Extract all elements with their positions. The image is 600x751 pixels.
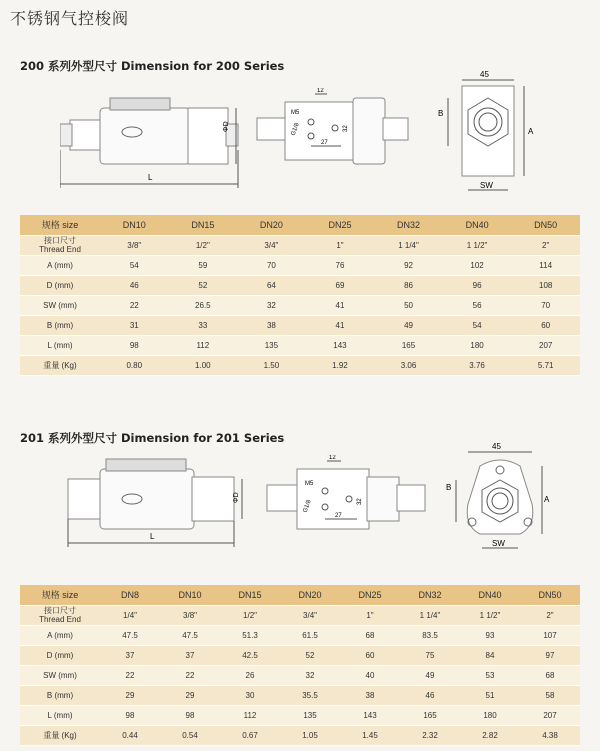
dim-a-label-201: A xyxy=(544,495,550,504)
cell: 38 xyxy=(340,685,400,705)
cell: 5.71 xyxy=(511,355,580,375)
table-header-row xyxy=(20,215,580,235)
cell: 47.5 xyxy=(100,625,160,645)
g18-label-201: G1/8 xyxy=(302,499,313,514)
row-label: D (mm) xyxy=(20,275,100,295)
cell: 60 xyxy=(511,315,580,335)
cell: 41 xyxy=(306,315,375,335)
row-label: 重量 (Kg) xyxy=(20,725,100,745)
cell: 135 xyxy=(280,705,340,725)
table-row xyxy=(20,255,580,275)
header-col: DN50 xyxy=(511,215,580,235)
cell: 98 xyxy=(100,705,160,725)
cell: 0.67 xyxy=(220,725,280,745)
m5-label-201: M5 xyxy=(305,481,314,487)
dim-b-label-201: B xyxy=(446,483,452,492)
cell: 46 xyxy=(400,685,460,705)
cell: 68 xyxy=(520,665,580,685)
cell: 68 xyxy=(340,625,400,645)
cell: 26 xyxy=(220,665,280,685)
cell: 64 xyxy=(237,275,306,295)
cell: 2.32 xyxy=(400,725,460,745)
cell: 51 xyxy=(460,685,520,705)
cell: 83.5 xyxy=(400,625,460,645)
valve-end-view-200 xyxy=(430,68,550,198)
dim-27-label-201: 27 xyxy=(335,513,342,519)
header-col: DN10 xyxy=(160,585,220,605)
cell: 26.5 xyxy=(169,295,238,315)
cell: 70 xyxy=(237,255,306,275)
cell: 52 xyxy=(280,645,340,665)
table-row xyxy=(20,335,580,355)
cell: 108 xyxy=(511,275,580,295)
cell: 49 xyxy=(400,665,460,685)
cell: 54 xyxy=(100,255,169,275)
cell: 38 xyxy=(237,315,306,335)
cell: 102 xyxy=(443,255,512,275)
cell: 40 xyxy=(340,665,400,685)
cell: 0.44 xyxy=(100,725,160,745)
spec-table-200 xyxy=(20,215,580,376)
cell: 60 xyxy=(340,645,400,665)
dim-45-label-200: 45 xyxy=(480,70,489,79)
cell: 112 xyxy=(220,705,280,725)
header-col: DN20 xyxy=(280,585,340,605)
cell: 32 xyxy=(280,665,340,685)
row-label: 接口尺寸 Thread End xyxy=(20,235,100,255)
cell: 92 xyxy=(374,255,443,275)
cell: 165 xyxy=(374,335,443,355)
cell: 75 xyxy=(400,645,460,665)
table-row xyxy=(20,665,580,685)
dim-l-label-200: L xyxy=(148,173,153,182)
header-col: DN40 xyxy=(460,585,520,605)
header-col: DN8 xyxy=(100,585,160,605)
header-col: DN50 xyxy=(520,585,580,605)
cell: 53 xyxy=(460,665,520,685)
header-col: DN32 xyxy=(400,585,460,605)
row-label: D (mm) xyxy=(20,645,100,665)
header-col: DN20 xyxy=(237,215,306,235)
cell: 96 xyxy=(443,275,512,295)
header-col: DN15 xyxy=(220,585,280,605)
cell: 51.3 xyxy=(220,625,280,645)
cell: 86 xyxy=(374,275,443,295)
cell: 1.45 xyxy=(340,725,400,745)
cell: 1 1/4" xyxy=(400,605,460,625)
cell: 1/2" xyxy=(220,605,280,625)
header-col: DN32 xyxy=(374,215,443,235)
cell: 3/8" xyxy=(100,235,169,255)
table-header-row xyxy=(20,585,580,605)
valve-end-view-201 xyxy=(440,440,560,560)
table-row xyxy=(20,725,580,745)
cell: 114 xyxy=(511,255,580,275)
cell: 1.50 xyxy=(237,355,306,375)
cell: 180 xyxy=(460,705,520,725)
cell: 29 xyxy=(160,685,220,705)
row-label: 接口尺寸 Thread End xyxy=(20,605,100,625)
dim-sw-label-200: SW xyxy=(480,181,493,190)
dim-45-label-201: 45 xyxy=(492,442,501,451)
cell: 0.80 xyxy=(100,355,169,375)
cell: 98 xyxy=(100,335,169,355)
dim-l-label-201: L xyxy=(150,532,155,541)
header-size-label: 规格 size xyxy=(20,585,100,605)
cell: 2" xyxy=(520,605,580,625)
cell: 207 xyxy=(520,705,580,725)
row-label: SW (mm) xyxy=(20,295,100,315)
header-col: DN15 xyxy=(169,215,238,235)
page-title: 不锈钢气控梭阀 xyxy=(10,9,130,28)
row-label: A (mm) xyxy=(20,625,100,645)
header-col: DN25 xyxy=(306,215,375,235)
cell: 98 xyxy=(160,705,220,725)
cell: 30 xyxy=(220,685,280,705)
table-row xyxy=(20,355,580,375)
cell: 61.5 xyxy=(280,625,340,645)
cell: 76 xyxy=(306,255,375,275)
valve-top-view-201 xyxy=(265,455,430,550)
dim-b-label-200: B xyxy=(438,109,444,118)
table-row xyxy=(20,295,580,315)
cell: 143 xyxy=(306,335,375,355)
cell: 1/4" xyxy=(100,605,160,625)
header-col: DN10 xyxy=(100,215,169,235)
cell: 47.5 xyxy=(160,625,220,645)
cell: 22 xyxy=(160,665,220,685)
cell: 207 xyxy=(511,335,580,355)
header-col: DN40 xyxy=(443,215,512,235)
cell: 32 xyxy=(237,295,306,315)
cell: 2" xyxy=(511,235,580,255)
cell: 54 xyxy=(443,315,512,335)
row-label: B (mm) xyxy=(20,315,100,335)
dim-sw-label-201: SW xyxy=(492,539,505,548)
cell: 2.82 xyxy=(460,725,520,745)
cell: 1 1/2" xyxy=(443,235,512,255)
cell: 22 xyxy=(100,295,169,315)
table-row xyxy=(20,705,580,725)
cell: 180 xyxy=(443,335,512,355)
cell: 1.00 xyxy=(169,355,238,375)
header-size-label: 规格 size xyxy=(20,215,100,235)
row-label: 重量 (Kg) xyxy=(20,355,100,375)
cell: 135 xyxy=(237,335,306,355)
table-row xyxy=(20,315,580,335)
table-row xyxy=(20,625,580,645)
dim-12-label-201: 12 xyxy=(329,455,336,461)
cell: 1" xyxy=(306,235,375,255)
cell: 56 xyxy=(443,295,512,315)
row-label: B (mm) xyxy=(20,685,100,705)
cell: 1 1/4" xyxy=(374,235,443,255)
spec-table-201 xyxy=(20,585,580,746)
cell: 33 xyxy=(169,315,238,335)
dim-32-label-201: 32 xyxy=(357,498,363,505)
cell: 1.05 xyxy=(280,725,340,745)
table-row xyxy=(20,685,580,705)
valve-side-view-201 xyxy=(60,455,250,555)
header-col: DN25 xyxy=(340,585,400,605)
cell: 1/2" xyxy=(169,235,238,255)
dim-a-label-200: A xyxy=(528,127,534,136)
cell: 4.38 xyxy=(520,725,580,745)
valve-side-view-200 xyxy=(60,90,250,200)
cell: 0.54 xyxy=(160,725,220,745)
cell: 70 xyxy=(511,295,580,315)
cell: 3.76 xyxy=(443,355,512,375)
row-label: SW (mm) xyxy=(20,665,100,685)
cell: 112 xyxy=(169,335,238,355)
table-row xyxy=(20,605,580,625)
cell: 3.06 xyxy=(374,355,443,375)
cell: 97 xyxy=(520,645,580,665)
row-label: L (mm) xyxy=(20,705,100,725)
cell: 42.5 xyxy=(220,645,280,665)
cell: 46 xyxy=(100,275,169,295)
cell: 52 xyxy=(169,275,238,295)
dim-12-label-200: 12 xyxy=(317,88,324,94)
cell: 3/4" xyxy=(237,235,306,255)
dim-32-label-200: 32 xyxy=(343,125,349,132)
cell: 31 xyxy=(100,315,169,335)
cell: 41 xyxy=(306,295,375,315)
cell: 1 1/2" xyxy=(460,605,520,625)
table-row xyxy=(20,645,580,665)
table-row xyxy=(20,275,580,295)
cell: 165 xyxy=(400,705,460,725)
dim-d-label-200: ΦD xyxy=(223,121,230,132)
dim-d-label-201: ΦD xyxy=(233,492,240,503)
cell: 37 xyxy=(160,645,220,665)
cell: 37 xyxy=(100,645,160,665)
table-row xyxy=(20,235,580,255)
cell: 3/8" xyxy=(160,605,220,625)
section-title-200: 200 系列外型尺寸 Dimension for 200 Series xyxy=(20,59,285,73)
cell: 1" xyxy=(340,605,400,625)
cell: 35.5 xyxy=(280,685,340,705)
cell: 49 xyxy=(374,315,443,335)
row-label: L (mm) xyxy=(20,335,100,355)
cell: 69 xyxy=(306,275,375,295)
dim-27-label-200: 27 xyxy=(321,140,328,146)
cell: 22 xyxy=(100,665,160,685)
cell: 3/4" xyxy=(280,605,340,625)
m5-label-200: M5 xyxy=(291,110,300,116)
row-label: A (mm) xyxy=(20,255,100,275)
section-title-201: 201 系列外型尺寸 Dimension for 201 Series xyxy=(20,431,285,445)
cell: 29 xyxy=(100,685,160,705)
valve-top-view-200 xyxy=(255,88,415,178)
cell: 50 xyxy=(374,295,443,315)
cell: 58 xyxy=(520,685,580,705)
cell: 143 xyxy=(340,705,400,725)
cell: 1.92 xyxy=(306,355,375,375)
cell: 59 xyxy=(169,255,238,275)
cell: 93 xyxy=(460,625,520,645)
cell: 84 xyxy=(460,645,520,665)
g18-label-200: G1/8 xyxy=(290,122,301,137)
cell: 107 xyxy=(520,625,580,645)
